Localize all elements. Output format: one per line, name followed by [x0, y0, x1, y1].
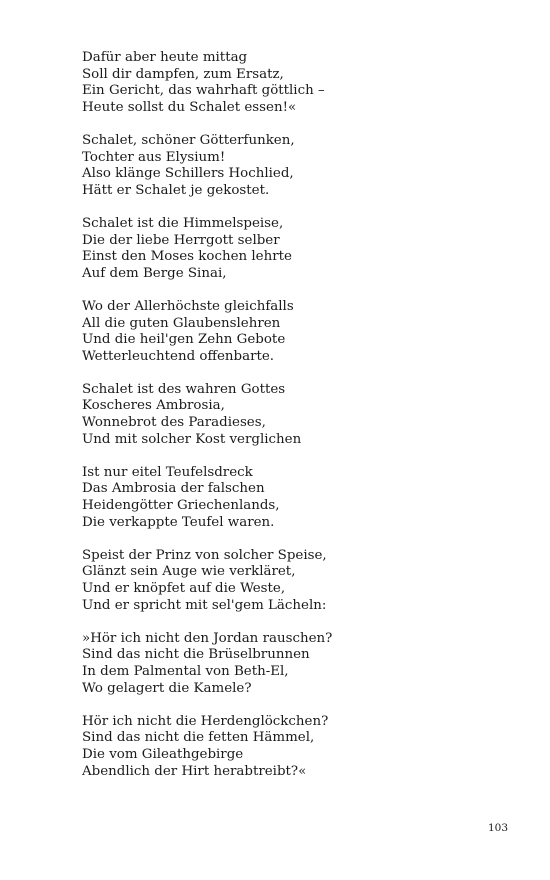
page-number: 103 [487, 822, 508, 834]
poem-line: Sind das nicht die fetten Hämmel, [82, 730, 315, 746]
poem-line: In dem Palmental von Beth-El, [82, 663, 289, 679]
poem-line: Auf dem Berge Sinai, [82, 265, 227, 281]
poem-line: Und er knöpfet auf die Weste, [82, 581, 286, 596]
stanza [82, 631, 502, 697]
poem-line: Abendlich der Hirt herabtreibt?« [82, 763, 307, 779]
poem-line: Wonnebrot des Paradieses, [82, 415, 266, 431]
stanza [82, 299, 502, 365]
poem-line: Heute sollst du Schalet essen!« [82, 99, 297, 115]
poem-line: Und die heil'gen Zehn Gebote [82, 332, 286, 348]
stanza [82, 465, 502, 531]
poem-line: Die verkappte Teufel waren. [82, 514, 275, 530]
poem-line: Die der liebe Herrgott selber [82, 232, 280, 248]
poem-line: Ist nur eitel Teufelsdreck [82, 464, 253, 480]
poem-line: Schalet, schöner Götterfunken, [82, 132, 295, 148]
poem-line: Schalet ist des wahren Gottes [82, 381, 286, 397]
poem-line: Hätt er Schalet je gekostet. [82, 182, 270, 198]
poem-line: Wo gelagert die Kamele? [82, 680, 252, 696]
poem-line: Wo der Allerhöchste gleichfalls [82, 298, 294, 314]
poem-line: Speist der Prinz von solcher Speise, [82, 547, 327, 563]
poem-line: Soll dir dampfen, zum Ersatz, [82, 66, 284, 82]
stanza [82, 382, 502, 448]
stanza [82, 714, 502, 780]
poem-line: Wetterleuchtend offenbarte. [82, 348, 275, 364]
poem-line: Ein Gericht, das wahrhaft göttlich – [82, 83, 325, 99]
poem-line: Glänzt sein Auge wie verkläret, [82, 564, 296, 580]
poem-line: Dafür aber heute mittag [82, 50, 248, 65]
poem-line: Schalet ist die Himmelspeise, [82, 215, 284, 231]
poem-line: Das Ambrosia der falschen [82, 481, 265, 497]
poem-line: Und er spricht mit sel'gem Lächeln: [82, 597, 327, 613]
stanza [82, 216, 502, 282]
poem-line: »Hör ich nicht den Jordan rauschen? [82, 630, 333, 646]
poem-line: Also klänge Schillers Hochlied, [82, 166, 294, 182]
stanza [82, 548, 502, 614]
poem-line: Einst den Moses kochen lehrte [82, 249, 292, 265]
stanza [82, 133, 502, 199]
poem-line: Tochter aus Elysium! [82, 149, 226, 165]
poem-line: Koscheres Ambrosia, [82, 398, 225, 414]
stanza [82, 50, 502, 116]
poem-line: Heidengötter Griechenlands, [82, 498, 280, 514]
poem-line: Sind das nicht die Brüselbrunnen [82, 647, 310, 663]
poem [82, 50, 502, 797]
poem-line: Die vom Gileathgebirge [82, 746, 244, 762]
poem-line: All die guten Glaubenslehren [82, 315, 281, 331]
poem-line: Hör ich nicht die Herdenglöckchen? [82, 713, 329, 729]
poem-line: Und mit solcher Kost verglichen [82, 431, 302, 447]
